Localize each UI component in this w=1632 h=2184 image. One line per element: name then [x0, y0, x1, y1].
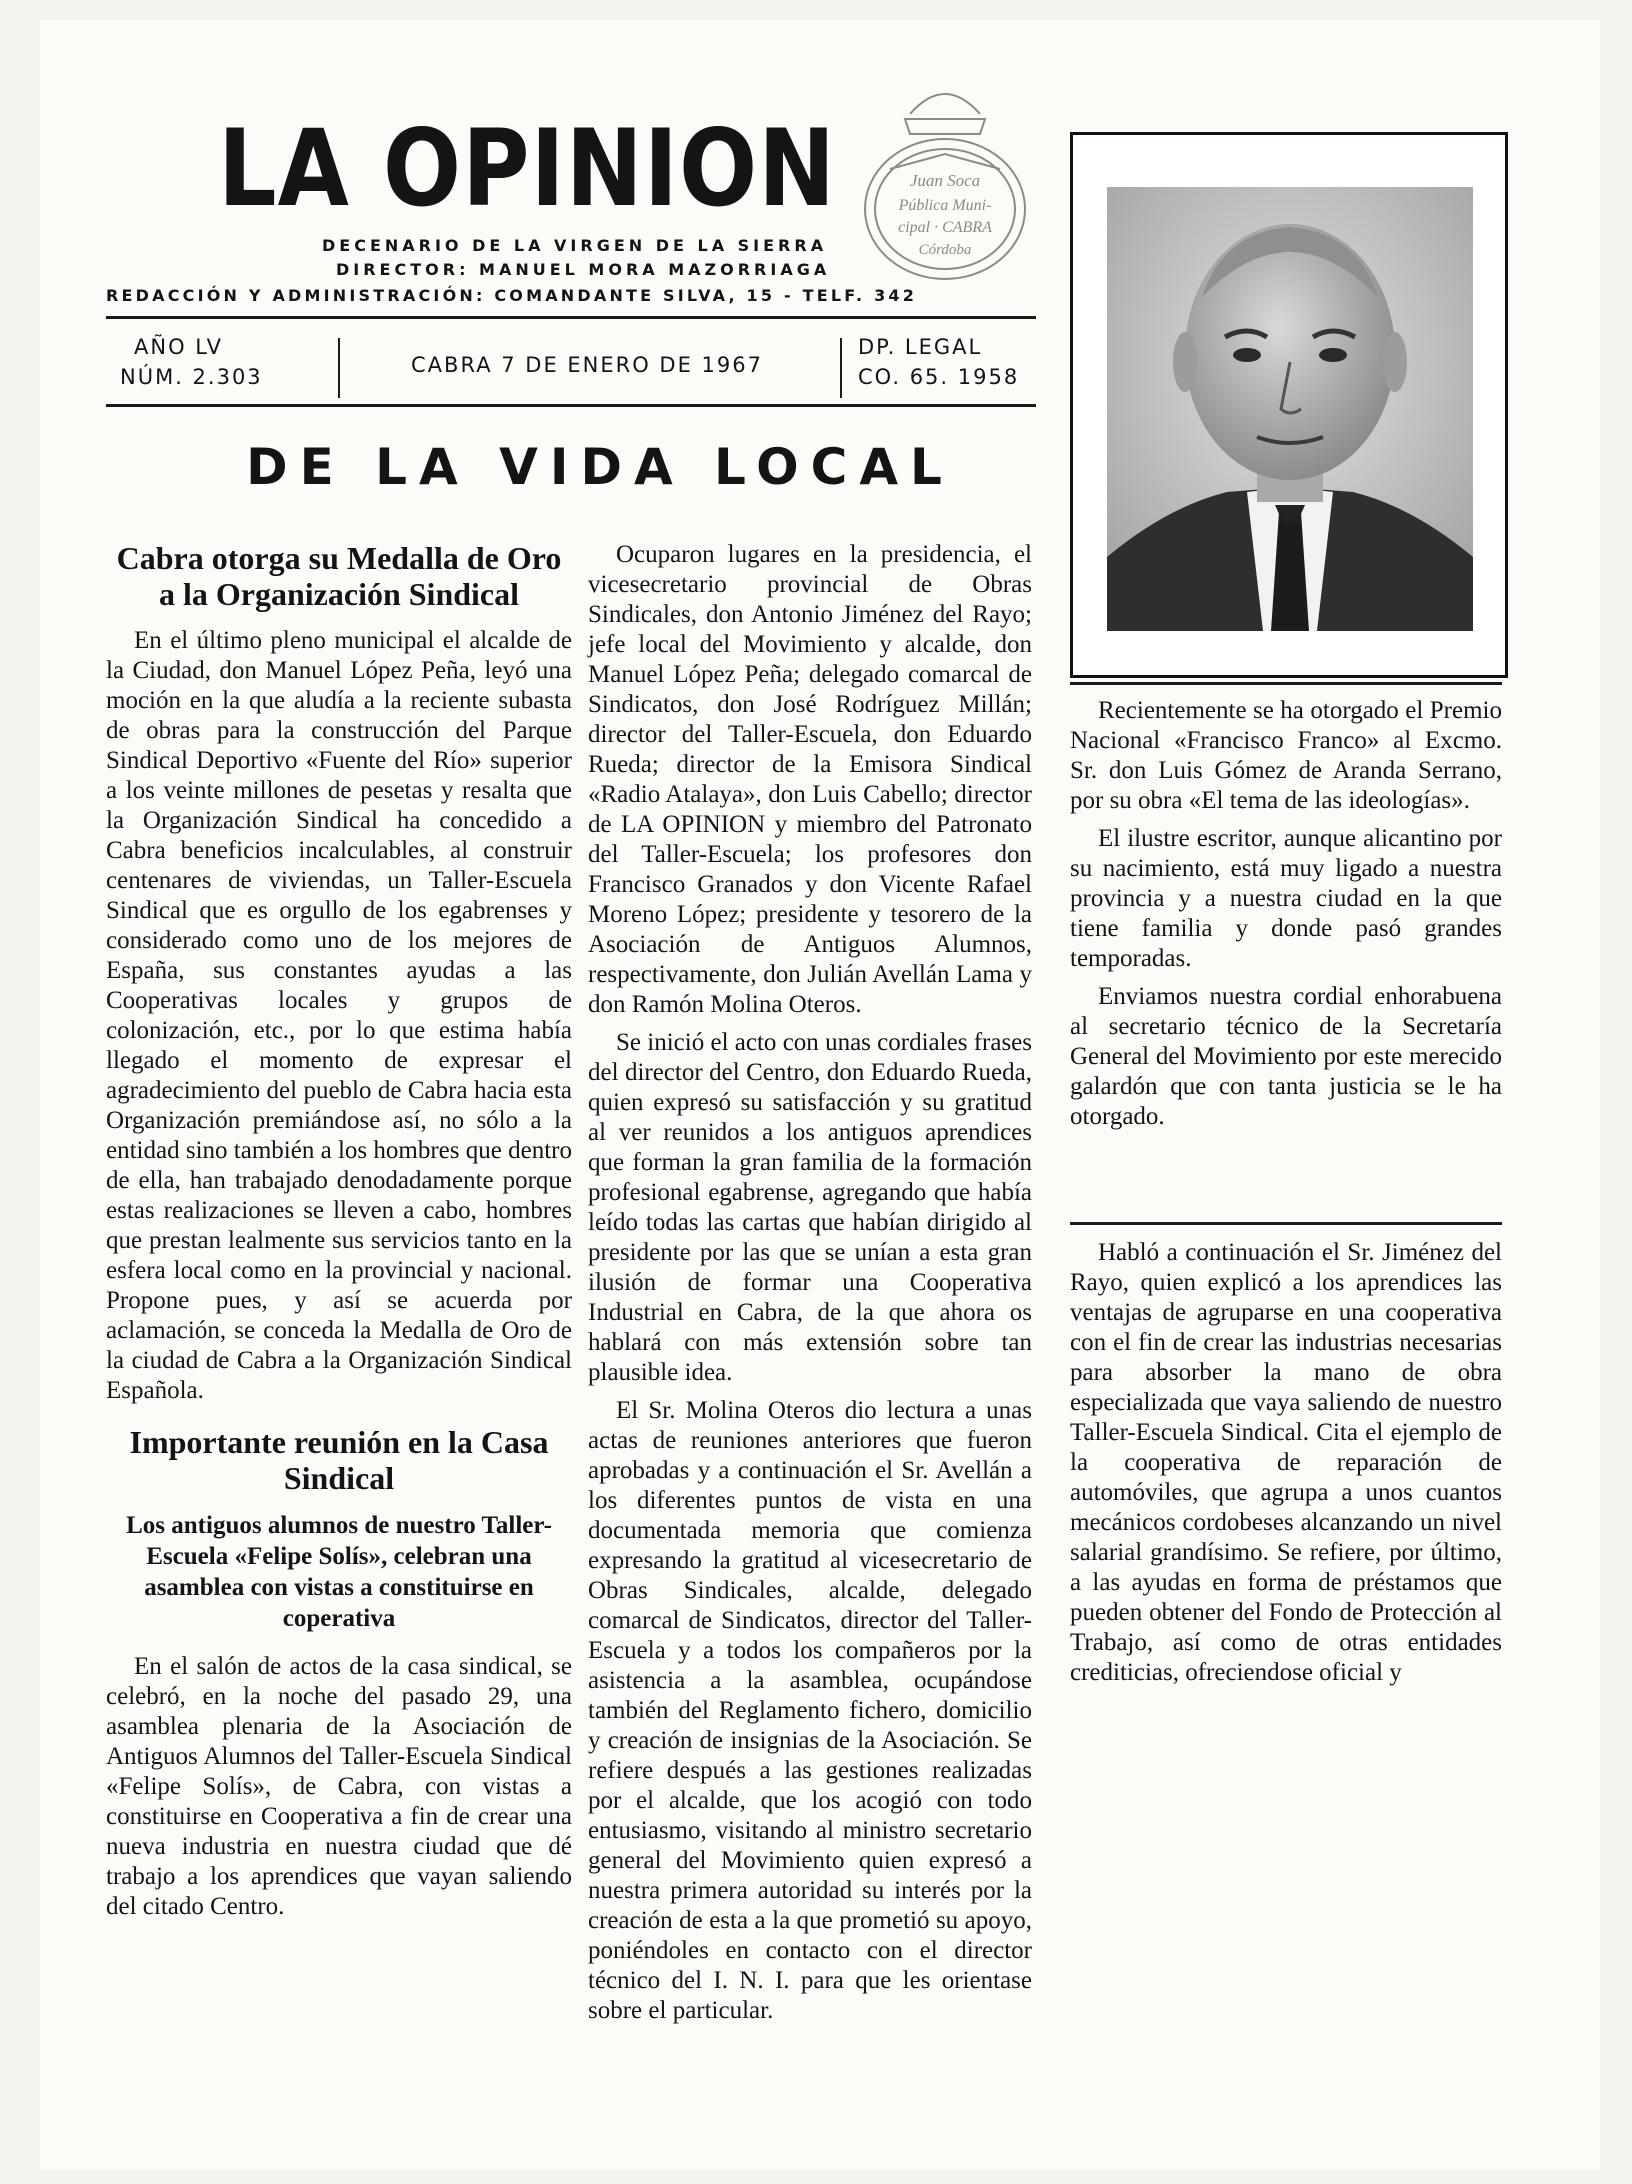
- legal-deposit-line1: DP. LEGAL: [858, 335, 983, 359]
- article3-rule-top: [1070, 682, 1502, 685]
- issue-date: CABRA 7 DE ENERO DE 1967: [411, 353, 763, 377]
- article2-headline: Importante reunión en la Casa Sindical: [129, 1424, 549, 1496]
- municipal-stamp-seal: [850, 74, 1040, 284]
- masthead-director: DIRECTOR: MANUEL MORA MAZORRIAGA: [336, 260, 831, 279]
- column-1: [106, 540, 572, 1930]
- masthead-rule-top: [106, 316, 1036, 319]
- column-2: [588, 540, 1032, 2034]
- masthead-subtitle: DECENARIO DE LA VIRGEN DE LA SIERRA: [322, 236, 828, 255]
- portrait-photo: [1107, 187, 1473, 631]
- column-3-lower: [1070, 1238, 1502, 1696]
- portrait-photo-frame: [1070, 132, 1508, 678]
- article3-paragraph1: Recientemente se ha otorgado el Premio Nacional «Francisco Franco» al Excmo. Sr. don Luis Gómez de Aranda Serrano, por su obra «El tema de las ideologías».: [1070, 697, 1502, 814]
- article3-paragraph3: Enviamos nuestra cordial enhorabuena al secretario técnico de la Secretaría General del Movimiento por este merecido galardón que con tanta justicia se le ha otorgado.: [1070, 983, 1502, 1130]
- svg-text:cipal · CABRA: cipal · CABRA: [898, 219, 992, 236]
- portrait-illustration: [1107, 187, 1473, 631]
- article1-headline: Cabra otorga su Medalla de Oro a la Organización Sindical: [116, 540, 562, 612]
- article1-paragraph: En el último pleno municipal el alcalde de la Ciudad, don Manuel López Peña, leyó una moción en la que aludía a la reciente subasta de obras para la construcción del Parque Sindical Deportivo «Fuente del Río» superior a los veinte millones de pesetas y resalta que la Organización Sindical ha concedido a Cabra beneficios incalculables, al construir centenares de viviendas, un Taller-Escuela Sindical que es orgullo de los egabrenses y considerado como uno de los mejores de España, sus constantes ayudas a las Cooperativas locales y grupos de colonización, etc., por lo que estima había llegado el momento de expresar el agradecimiento del pueblo de Cabra hacia esta Organización premiándose así, no sólo a la entidad sino también a los hombres que dentro de ella, han trabajado denodadamente porque estas realizaciones se lleven a cabo, hombres que prestan lealmente sus servicios tanto en la esfera local como en la provincial y nacional. Propone pues, y así se acuerda por aclamación, se conceda la Medalla de Oro de la ciudad de Cabra a la Organización Sindical Española.: [106, 627, 572, 1404]
- masthead-title: LA OPINION: [218, 107, 837, 231]
- masthead-rule-bottom: [106, 404, 1036, 407]
- meta-divider-right: [840, 338, 842, 398]
- meta-divider-left: [338, 338, 340, 398]
- section-title: DE LA VIDA LOCAL: [246, 438, 954, 496]
- legal-deposit-line2: CO. 65. 1958: [858, 365, 1020, 389]
- article2-paragraph3: Se inició el acto con unas cordiales frases del director del Centro, don Eduardo Rueda, quien expresó su satisfacción y su gratitud al ver reunidos a los antiguos aprendices que forman la gran familia de la formación profesional egabrense, agregando que había leído todas las cartas que habían dirigido al presidente por las que se unían a esta gran ilusión de formar una Cooperativa Industrial en Cabra, de la que ahora os hablará con más extensión sobre tan plausible idea.: [588, 1029, 1032, 1386]
- article2-paragraph5: Habló a continuación el Sr. Jiménez del Rayo, quien explicó a los aprendices las ventajas de agruparse en una cooperativa con el fin de crear las industrias necesarias para absorber la mano de obra especializada que vaya saliendo de nuestro Taller-Escuela Sindical. Cita el ejemplo de la cooperativa de reparación de automóviles, que agrupa a unos cuantos mecánicos cordobeses alcanzando un nivel salarial grandísimo. Se refiere, por último, a las ayudas en forma de préstamos que pueden obtener del Fondo de Protección al Trabajo, así como de otras entidades crediticias, ofreciendose oficial y: [1070, 1239, 1502, 1686]
- svg-text:Juan Soca: Juan Soca: [909, 171, 981, 190]
- issue-year: AÑO LV: [134, 335, 224, 359]
- article3-rule-bottom: [1070, 1222, 1502, 1225]
- column-3-upper: [1070, 696, 1502, 1140]
- article2-paragraph4: El Sr. Molina Oteros dio lectura a unas actas de reuniones anteriores que fueron aprobadas y a continuación el Sr. Avellán a los diferentes puntos de vista en una documentada memoria que comienza expresando la gratitud al vicesecretario de Obras Sindicales, alcalde, delegado comarcal de Sindicatos, director del Taller-Escuela y a todos los compañeros por la asistencia a la asamblea, ocupándose también del Reglamento fichero, domicilio y creación de insignias de la Asociación. Se refiere después a las gestiones realizadas por el alcalde, que los acogió con todo entusiasmo, visitando al ministro secretario general del Movimiento quien expresó a nuestra primera autoridad su interés por la creación de esta a la que prometió su apoyo, poniéndoles en contacto con el director técnico del I. N. I. para que les orientase sobre el particular.: [588, 1397, 1032, 2024]
- masthead-address: REDACCIÓN Y ADMINISTRACIÓN: COMANDANTE SILVA, 15 - TELF. 342: [106, 286, 918, 305]
- article2-subheadline: Los antiguos alumnos de nuestro Taller-Escuela «Felipe Solís», celebran una asamblea con vistas a constituirse en coperativa: [126, 1512, 552, 1632]
- article2-paragraph1: En el salón de actos de la casa sindical, se celebró, en la noche del pasado 29, una asamblea plenaria de la Asociación de Antiguos Alumnos del Taller-Escuela Sindical «Felipe Solís», de Cabra, con vistas a constituirse en Cooperativa a fin de crear una nueva industria en nuestra ciudad que dé trabajo a los aprendices que vayan saliendo del citado Centro.: [106, 1653, 572, 1920]
- article2-paragraph2: Ocuparon lugares en la presidencia, el vicesecretario provincial de Obras Sindicales, don Antonio Jiménez del Rayo; jefe local del Movimiento y alcalde, don Manuel López Peña; delegado comarcal de Sindicatos, don José Rodríguez Millán; director del Taller-Escuela, don Eduardo Rueda; director de la Emisora Sindical «Radio Atalaya», don Luis Cabello; director de LA OPINION y miembro del Patronato del Taller-Escuela; los profesores don Francisco Granados y don Vicente Rafael Moreno López; presidente y tesorero de la Asociación de Antiguos Alumnos, respectivamente, don Julián Avellán Lama y don Ramón Molina Oteros.: [588, 541, 1032, 1018]
- svg-text:Pública Muni-: Pública Muni-: [898, 197, 992, 214]
- issue-number: NÚM. 2.303: [120, 365, 263, 389]
- svg-text:Córdoba: Córdoba: [918, 242, 972, 258]
- article3-paragraph2: El ilustre escritor, aunque alicantino por su nacimiento, está muy ligado a nuestra provincia y a nuestra ciudad en la que tiene familia y donde pasó grandes temporadas.: [1070, 825, 1502, 972]
- newspaper-page: [40, 20, 1600, 2170]
